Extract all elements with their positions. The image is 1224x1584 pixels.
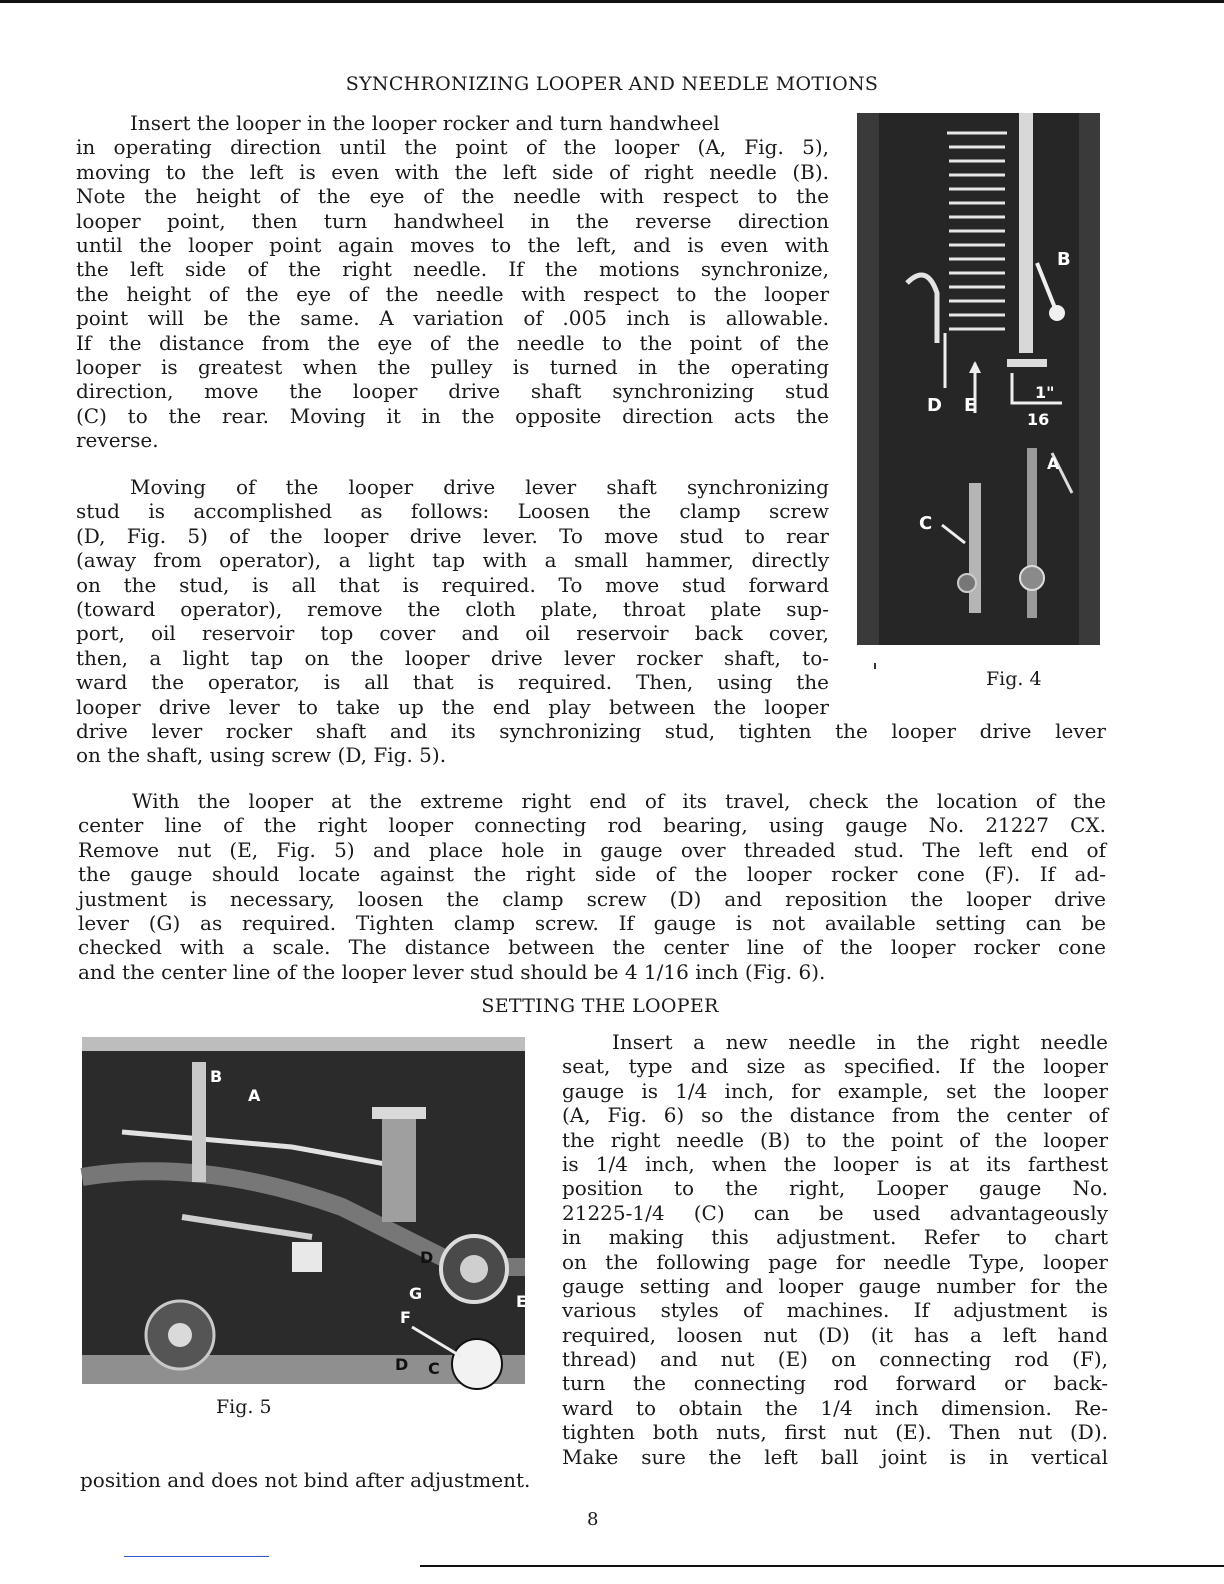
fig5-label-a: A <box>248 1086 261 1105</box>
fig5-label-b: B <box>210 1067 223 1086</box>
fig4-label-one-inch: 1" <box>1035 383 1055 402</box>
text-line: Make sure the left ball joint is in vertical <box>562 1444 1108 1469</box>
fig5-label-e: E <box>516 1292 527 1311</box>
text-line: point will be the same. A variation of .005 inch is allowable. <box>76 306 829 331</box>
text-line: If the distance from the eye of the needle to the point of the <box>76 330 829 355</box>
text-line: (D, Fig. 5) of the looper drive lever. To move stud to rear <box>76 523 829 548</box>
text-line: gauge setting and looper gauge number for the <box>562 1273 1108 1298</box>
text-line: is 1/4 inch, when the looper is at its farthest <box>562 1151 1108 1176</box>
fig4-label-b: B <box>1057 249 1071 270</box>
text-line: justment is necessary, loosen the clamp screw (D) and reposition the looper drive <box>78 886 1106 911</box>
text-line: ward the operator, is all that is required. Then, using the <box>76 670 829 695</box>
paragraph-gauge-check <box>78 789 1106 984</box>
text-line: Note the height of the eye of the needle with respect to the <box>76 184 829 209</box>
figure-4-caption: Fig. 4 <box>986 668 1042 690</box>
text-line: in making this adjustment. Refer to chart <box>562 1225 1108 1250</box>
text-line: checked with a scale. The distance between the center line of the looper rocker cone <box>78 935 1106 960</box>
text-line: (away from operator), a light tap with a small hammer, directly <box>76 548 829 573</box>
text-line: on the following page for needle Type, looper <box>562 1249 1108 1274</box>
fig4-label-c: C <box>919 513 933 534</box>
text-line: gauge is 1/4 inch, for example, set the looper <box>562 1078 1108 1103</box>
text-line: lever (G) as required. Tighten clamp screw. If gauge is not available setting can be <box>78 910 1106 935</box>
fig5-label-d: D <box>420 1248 434 1267</box>
figure-5-photo <box>82 1037 525 1384</box>
text-line: ward to obtain the 1/4 inch dimension. Re- <box>562 1395 1108 1420</box>
fig4-label-a: A <box>1047 454 1060 473</box>
text-line: on the stud, is all that is required. To move stud forward <box>76 572 829 597</box>
text-line: moving to the left is even with the left side of right needle (B). <box>76 159 829 184</box>
fig5-label-d2: D <box>395 1355 409 1374</box>
fig5-label-g: G <box>409 1284 423 1303</box>
text-line: looper point, then turn handwheel in the reverse direction <box>76 208 829 233</box>
text-line: the gauge should locate against the right side of the looper rocker cone (F). If ad- <box>78 862 1106 887</box>
text-line: position and does not bind after adjustment. <box>80 1468 531 1492</box>
text-line: position to the right, Looper gauge No. <box>562 1176 1108 1201</box>
text-line: turn the connecting rod forward or back- <box>562 1371 1108 1396</box>
figure-4-photo <box>857 113 1100 645</box>
text-line: in operating direction until the point of the looper (A, Fig. 5), <box>76 135 829 160</box>
text-line: Insert a new needle in the right needle <box>612 1030 1108 1054</box>
text-line: (toward operator), remove the cloth plate, throat plate sup- <box>76 596 829 621</box>
text-line: the height of the eye of the needle with respect to the looper <box>76 281 829 306</box>
text-line: direction, move the looper drive shaft synchronizing stud <box>76 379 829 404</box>
text-line: Insert the looper in the looper rocker and turn handwheel <box>130 111 720 135</box>
section-heading-setting-looper: SETTING THE LOOPER <box>481 995 719 1017</box>
text-line: reverse. <box>76 428 159 453</box>
stray-mark <box>874 663 876 669</box>
text-line: looper drive lever to take up the end play between the looper <box>76 694 829 719</box>
paragraph-synchronizing <box>76 111 829 452</box>
text-line: on the shaft, using screw (D, Fig. 5). <box>76 743 447 768</box>
text-line: the left side of the right needle. If the motions synchronize, <box>76 257 829 282</box>
fig5-label-c: C <box>428 1359 440 1378</box>
fig5-label-f: F <box>400 1308 411 1327</box>
text-line: the right needle (B) to the point of the looper <box>562 1127 1108 1152</box>
text-line: 21225-1/4 (C) can be used advantageously <box>562 1200 1108 1225</box>
text-line: then, a light tap on the looper drive lever rocker shaft, to- <box>76 645 829 670</box>
text-line: until the looper point again moves to the left, and is even with <box>76 232 829 257</box>
fig4-label-d: D <box>927 395 942 416</box>
section-heading-synchronizing: SYNCHRONIZING LOOPER AND NEEDLE MOTIONS <box>345 73 879 95</box>
text-line: (C) to the rear. Moving it in the opposite direction acts the <box>76 403 829 428</box>
text-line: port, oil reservoir top cover and oil reservoir back cover, <box>76 621 829 646</box>
text-line: Moving of the looper drive lever shaft synchronizing <box>130 475 829 499</box>
text-line: required, loosen nut (D) (it has a left hand <box>562 1322 1108 1347</box>
text-line: seat, type and size as specified. If the looper <box>562 1054 1108 1079</box>
text-line: looper is greatest when the pulley is turned in the operating <box>76 354 829 379</box>
fig4-label-e: E <box>964 395 977 416</box>
text-line: thread) and nut (E) on connecting rod (F), <box>562 1347 1108 1372</box>
closing-line-block <box>80 1468 530 1492</box>
page-number: 8 <box>587 1509 599 1530</box>
fig4-label-sixteen: 16 <box>1027 410 1050 429</box>
top-rule <box>0 0 1224 3</box>
text-line: With the looper at the extreme right end of its travel, check the location of the <box>132 789 1106 813</box>
paragraph-setting-looper <box>562 1030 1108 1469</box>
footer-rule <box>420 1565 1224 1567</box>
text-line: center line of the right looper connecting rod bearing, using gauge No. 21227 CX. <box>78 813 1106 838</box>
text-line: various styles of machines. If adjustment is <box>562 1298 1108 1323</box>
text-line: and the center line of the looper lever stud should be 4 1/16 inch (Fig. 6). <box>78 959 826 984</box>
figure-5-caption: Fig. 5 <box>216 1396 272 1418</box>
text-line: (A, Fig. 6) so the distance from the center of <box>562 1103 1108 1128</box>
text-line: stud is accomplished as follows: Loosen the clamp screw <box>76 499 829 524</box>
text-line: tighten both nuts, first nut (E). Then nut (D). <box>562 1420 1108 1445</box>
text-line: Remove nut (E, Fig. 5) and place hole in gauge over threaded stud. The left end of <box>78 837 1106 862</box>
footer-rule-left <box>124 1556 269 1557</box>
text-line: drive lever rocker shaft and its synchronizing stud, tighten the looper drive lever <box>76 718 1106 743</box>
